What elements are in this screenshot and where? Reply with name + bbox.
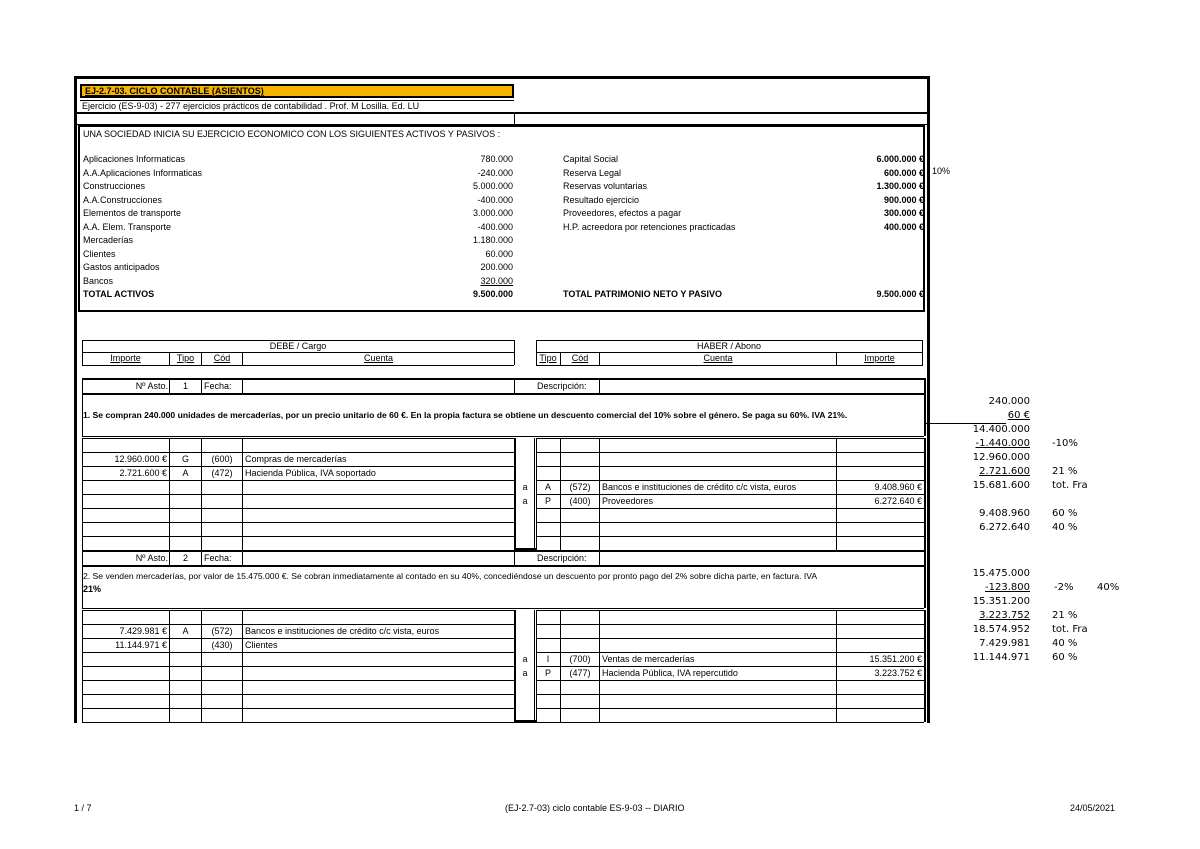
col-cuenta-haber: Cuenta	[703, 353, 733, 363]
calc-value: 15.681.600	[972, 480, 1030, 491]
grid-line	[169, 378, 170, 393]
grid-line	[536, 652, 924, 653]
footer-center: (EJ-2.7-03) ciclo contable ES-9-03 -- DIARIO	[505, 803, 685, 813]
total-pasivo-value: 9.500.000 €	[876, 289, 924, 299]
haber-cuenta: Bancos e instituciones de crédito c/c vista, euros	[602, 482, 797, 492]
grid-line	[82, 378, 924, 380]
calc-value: -123.800	[985, 582, 1030, 593]
pasivo-value: 900.000 €	[883, 194, 924, 205]
grid-line	[536, 610, 924, 611]
grid-line	[536, 722, 924, 723]
grid-line	[82, 666, 514, 667]
activo-label: Clientes	[83, 248, 116, 259]
reserva-legal-pct: 10%	[932, 166, 951, 176]
grid-line	[599, 438, 600, 550]
calc-note: -10%	[1052, 438, 1078, 449]
calc-value: 6.272.640	[979, 522, 1030, 533]
calc-note: 40%	[1097, 582, 1120, 593]
asiento-2-description: 2. Se venden mercaderías, por valor de 15.475.000 €. Se cobran inmediatamente al contado en su 40%, concediéndose un descuento por pronto pago del 2% sobre dicha parte, en factura. IVA	[83, 571, 818, 581]
activo-label: Construcciones	[83, 181, 146, 191]
col-importe-haber: Importe	[864, 353, 895, 363]
asiento-1-nro-label: Nº Asto.	[135, 381, 168, 391]
activo-label: Mercaderías	[83, 235, 134, 245]
grid-line	[82, 536, 514, 537]
grid-line	[82, 708, 514, 709]
total-activos-value: 9.500.000	[472, 289, 513, 299]
haber-importe: 6.272.640 €	[874, 496, 922, 506]
calc-value: -1.440.000	[975, 438, 1030, 449]
grid-line	[514, 340, 515, 365]
activo-value: -400.000	[477, 194, 513, 205]
debe-tipo: A	[182, 468, 189, 478]
grid-line	[536, 536, 924, 537]
grid-line	[82, 340, 514, 341]
activo-value: 3.000.000	[472, 208, 513, 218]
calc-note: 40 %	[1052, 522, 1078, 533]
grid-line	[536, 666, 924, 667]
grid-line	[201, 550, 202, 565]
haber-cuenta: Proveedores	[602, 496, 654, 506]
grid-line	[82, 550, 514, 551]
pasivo-label: Proveedores, efectos a pagar	[563, 208, 682, 218]
debe-cod: (600)	[211, 454, 233, 464]
pasivo-label: Reservas voluntarias	[563, 181, 648, 191]
calc-note: 21 %	[1052, 610, 1078, 621]
col-importe-debe: Importe	[110, 353, 141, 363]
col-tipo-haber: Tipo	[539, 353, 557, 363]
activo-value: -240.000	[477, 167, 513, 178]
calc-value: 12.960.000	[972, 452, 1030, 463]
calc-value: 18.574.952	[972, 624, 1030, 635]
grid-line	[924, 565, 926, 608]
grid-line	[201, 378, 202, 393]
grid-line	[82, 694, 514, 695]
footer-page: 1 / 7	[74, 803, 92, 813]
pasivo-value: 6.000.000 €	[876, 154, 924, 164]
asiento-2-desc-label: Descripción:	[537, 553, 587, 563]
grid-line	[536, 494, 924, 495]
grid-line	[82, 452, 514, 453]
grid-line	[82, 438, 514, 439]
activo-label: A.A.Aplicaciones Informaticas	[83, 167, 203, 178]
pasivo-label: Reserva Legal	[563, 167, 622, 178]
grid-line	[536, 480, 924, 481]
grid-line	[82, 565, 83, 608]
calc-value: 7.429.981	[979, 638, 1030, 649]
calc-value: 15.351.200	[972, 596, 1030, 607]
haber-cod: (477)	[569, 668, 591, 678]
pasivo-value: 400.000 €	[883, 221, 924, 232]
grid-line	[599, 352, 600, 365]
haber-cod: (700)	[569, 654, 591, 664]
grid-line	[82, 466, 514, 467]
debe-cod: (430)	[211, 640, 233, 650]
col-cuenta-debe: Cuenta	[363, 353, 394, 363]
haber-cuenta: Ventas de mercaderías	[602, 654, 695, 664]
activo-value: 1.180.000	[472, 235, 513, 245]
grid-line	[242, 378, 243, 393]
pasivo-value: 1.300.000 €	[876, 181, 924, 191]
divider	[514, 112, 515, 124]
asiento-2-description-cont: 21%	[83, 584, 102, 594]
activo-label: Aplicaciones Informaticas	[83, 154, 186, 164]
divider	[77, 112, 927, 114]
col-cod-haber: Cód	[571, 353, 589, 363]
activo-value: 780.000	[480, 154, 513, 164]
grid-line	[82, 550, 83, 565]
haber-cod: (572)	[569, 482, 591, 492]
grid-line	[82, 508, 514, 509]
col-cod-debe: Cód	[213, 353, 231, 363]
grid-line	[536, 624, 924, 625]
haber-cod: (400)	[569, 496, 591, 506]
pasivo-label: Resultado ejercicio	[563, 194, 640, 205]
grid-line	[242, 550, 243, 565]
calc-note: 21 %	[1052, 466, 1078, 477]
grid-line	[82, 680, 514, 681]
haber-tipo: P	[544, 668, 551, 678]
grid-line	[82, 393, 83, 436]
debe-cuenta: Hacienda Pública, IVA soportado	[245, 468, 376, 478]
debe-importe: 11.144.971 €	[115, 640, 167, 650]
grid-line	[82, 340, 83, 365]
grid-line	[82, 638, 514, 639]
calc-note: tot. Fra	[1052, 480, 1088, 491]
grid-line	[536, 352, 923, 353]
grid-line	[201, 352, 202, 365]
calc-note: 40 %	[1052, 638, 1078, 649]
haber-a: a	[522, 482, 528, 492]
haber-heading: HABER / Abono	[696, 341, 762, 351]
grid-line	[536, 466, 924, 467]
grid-line	[82, 522, 514, 523]
haber-importe: 3.223.752 €	[874, 668, 922, 678]
grid-line	[924, 393, 926, 436]
asiento-1-desc-label: Descripción:	[537, 381, 587, 391]
grid-line	[924, 438, 926, 550]
grid-line	[536, 708, 924, 709]
activo-label: Elementos de transporte	[83, 208, 182, 218]
pasivo-label: Capital Social	[563, 154, 619, 164]
asiento-2-nro: 2	[182, 553, 188, 563]
haber-cuenta: Hacienda Pública, IVA repercutido	[602, 668, 738, 678]
grid-line	[599, 610, 600, 722]
grid-line	[536, 508, 924, 509]
haber-tipo: P	[544, 496, 551, 506]
debe-importe: 7.429.981 €	[119, 626, 167, 636]
grid-line	[514, 378, 515, 393]
calc-value: 9.408.960	[979, 508, 1030, 519]
calc-value: 3.223.752	[979, 610, 1030, 621]
middle-column	[515, 610, 535, 722]
pasivo-label: H.P. acreedora por retenciones practicadas	[563, 221, 736, 232]
grid-line	[536, 340, 537, 365]
activo-value: 5.000.000	[472, 181, 513, 191]
grid-line	[514, 550, 515, 565]
haber-tipo: I	[546, 654, 550, 664]
debe-cod: (472)	[211, 468, 233, 478]
grid-line	[536, 680, 924, 681]
activo-value: -400.000	[477, 221, 513, 232]
grid-line	[924, 378, 926, 393]
activo-label: A.A. Elem. Transporte	[83, 221, 172, 232]
debe-importe: 2.721.600 €	[119, 468, 167, 478]
debe-cuenta: Compras de mercaderías	[245, 454, 347, 464]
grid-line	[82, 352, 514, 353]
debe-tipo: A	[182, 626, 189, 636]
grid-line	[82, 378, 83, 393]
debe-importe: 12.960.000 €	[114, 454, 167, 464]
grid-line	[599, 378, 600, 393]
grid-line	[536, 550, 924, 551]
grid-line	[82, 480, 514, 481]
grid-line	[922, 340, 923, 365]
grid-line	[536, 694, 924, 695]
grid-line	[536, 340, 923, 341]
calc-note: 60 %	[1052, 508, 1078, 519]
pasivo-value: 600.000 €	[883, 167, 924, 178]
calc-note: tot. Fra	[1052, 624, 1088, 635]
grid-line	[242, 438, 243, 550]
grid-line	[536, 365, 923, 366]
calc-value: 2.721.600	[979, 466, 1030, 477]
calc-value: 240.000	[988, 396, 1030, 407]
haber-a: a	[522, 654, 528, 664]
middle-column	[515, 438, 535, 550]
grid-line	[924, 610, 926, 722]
footer-date: 24/05/2021	[1070, 803, 1116, 813]
haber-importe: 15.351.200 €	[869, 654, 922, 664]
grid-line	[560, 352, 561, 365]
debe-tipo: G	[181, 454, 189, 464]
activo-label: A.A.Construcciones	[83, 194, 163, 205]
grid-line	[242, 352, 243, 365]
grid-line	[82, 393, 924, 395]
grid-line	[560, 438, 561, 550]
grid-line	[169, 352, 170, 365]
grid-line	[82, 722, 514, 723]
debe-cuenta: Bancos e instituciones de crédito c/c vista, euros	[245, 626, 440, 636]
grid-line	[82, 608, 924, 609]
sheet-title: EJ-2.7-03. CICLO CONTABLE (ASIENTOS)	[80, 84, 514, 98]
haber-importe: 9.408.960 €	[874, 482, 922, 492]
calc-value: 60 €	[1007, 410, 1030, 421]
middle-column-base	[514, 720, 536, 723]
middle-column-base	[514, 548, 536, 551]
total-activos-label: TOTAL ACTIVOS	[83, 289, 155, 299]
grid-line	[82, 610, 514, 611]
grid-line	[82, 652, 514, 653]
total-pasivo-label: TOTAL PATRIMONIO NETO Y PASIVO	[563, 289, 723, 299]
asiento-2-nro-label: Nº Asto.	[135, 553, 168, 563]
debe-heading: DEBE / Cargo	[269, 341, 327, 351]
debe-cuenta: Clientes	[245, 640, 278, 650]
calc-value: 14.400.000	[972, 424, 1030, 435]
grid-line	[536, 610, 537, 722]
grid-line	[242, 610, 243, 722]
grid-line	[169, 550, 170, 565]
calc-value: 11.144.971	[972, 652, 1030, 663]
grid-line	[836, 352, 837, 365]
grid-line	[924, 550, 926, 565]
col-tipo-debe: Tipo	[176, 353, 195, 363]
grid-line	[82, 624, 514, 625]
activo-label: Gastos anticipados	[83, 262, 160, 272]
grid-line	[82, 436, 924, 437]
grid-line	[836, 438, 837, 550]
asiento-1-nro: 1	[182, 381, 188, 391]
grid-line	[536, 522, 924, 523]
grid-line	[536, 438, 924, 439]
activo-label: Bancos	[83, 275, 114, 286]
grid-line	[560, 610, 561, 722]
asiento-2-fecha-label: Fecha:	[204, 553, 232, 563]
asiento-1-description: 1. Se compran 240.000 unidades de mercaderías, por un precio unitario de 60 €. En la propia factura se obtiene un descuento comercial del 10% sobre el género. Se paga su 60%. IVA 21%.	[83, 410, 848, 420]
calc-note: 60 %	[1052, 652, 1078, 663]
sheet-subtitle: Ejercicio (ES-9-03) - 277 ejercicios prácticos de contabilidad . Prof. M Losilla. Ed. LU	[82, 101, 420, 111]
pasivo-value: 300.000 €	[883, 208, 924, 218]
activo-value: 320.000	[480, 275, 513, 286]
grid-line	[536, 452, 924, 453]
debe-cod: (572)	[211, 626, 233, 636]
balance-intro: UNA SOCIEDAD INICIA SU EJERCICIO ECONOMICO CON LOS SIGUIENTES ACTIVOS Y PASIVOS :	[83, 129, 501, 139]
grid-line	[82, 365, 514, 366]
haber-a: a	[522, 668, 528, 678]
calc-value: 15.475.000	[972, 568, 1030, 579]
activo-value: 200.000	[480, 262, 513, 272]
grid-line	[536, 638, 924, 639]
activo-value: 60.000	[485, 248, 513, 259]
haber-a: a	[522, 496, 528, 506]
grid-line	[82, 565, 924, 567]
calc-note: -2%	[1054, 582, 1074, 593]
haber-tipo: A	[544, 482, 551, 492]
grid-line	[82, 494, 514, 495]
asiento-1-fecha-label: Fecha:	[204, 381, 232, 391]
grid-line	[836, 610, 837, 722]
grid-line	[599, 550, 600, 565]
grid-line	[536, 438, 537, 550]
